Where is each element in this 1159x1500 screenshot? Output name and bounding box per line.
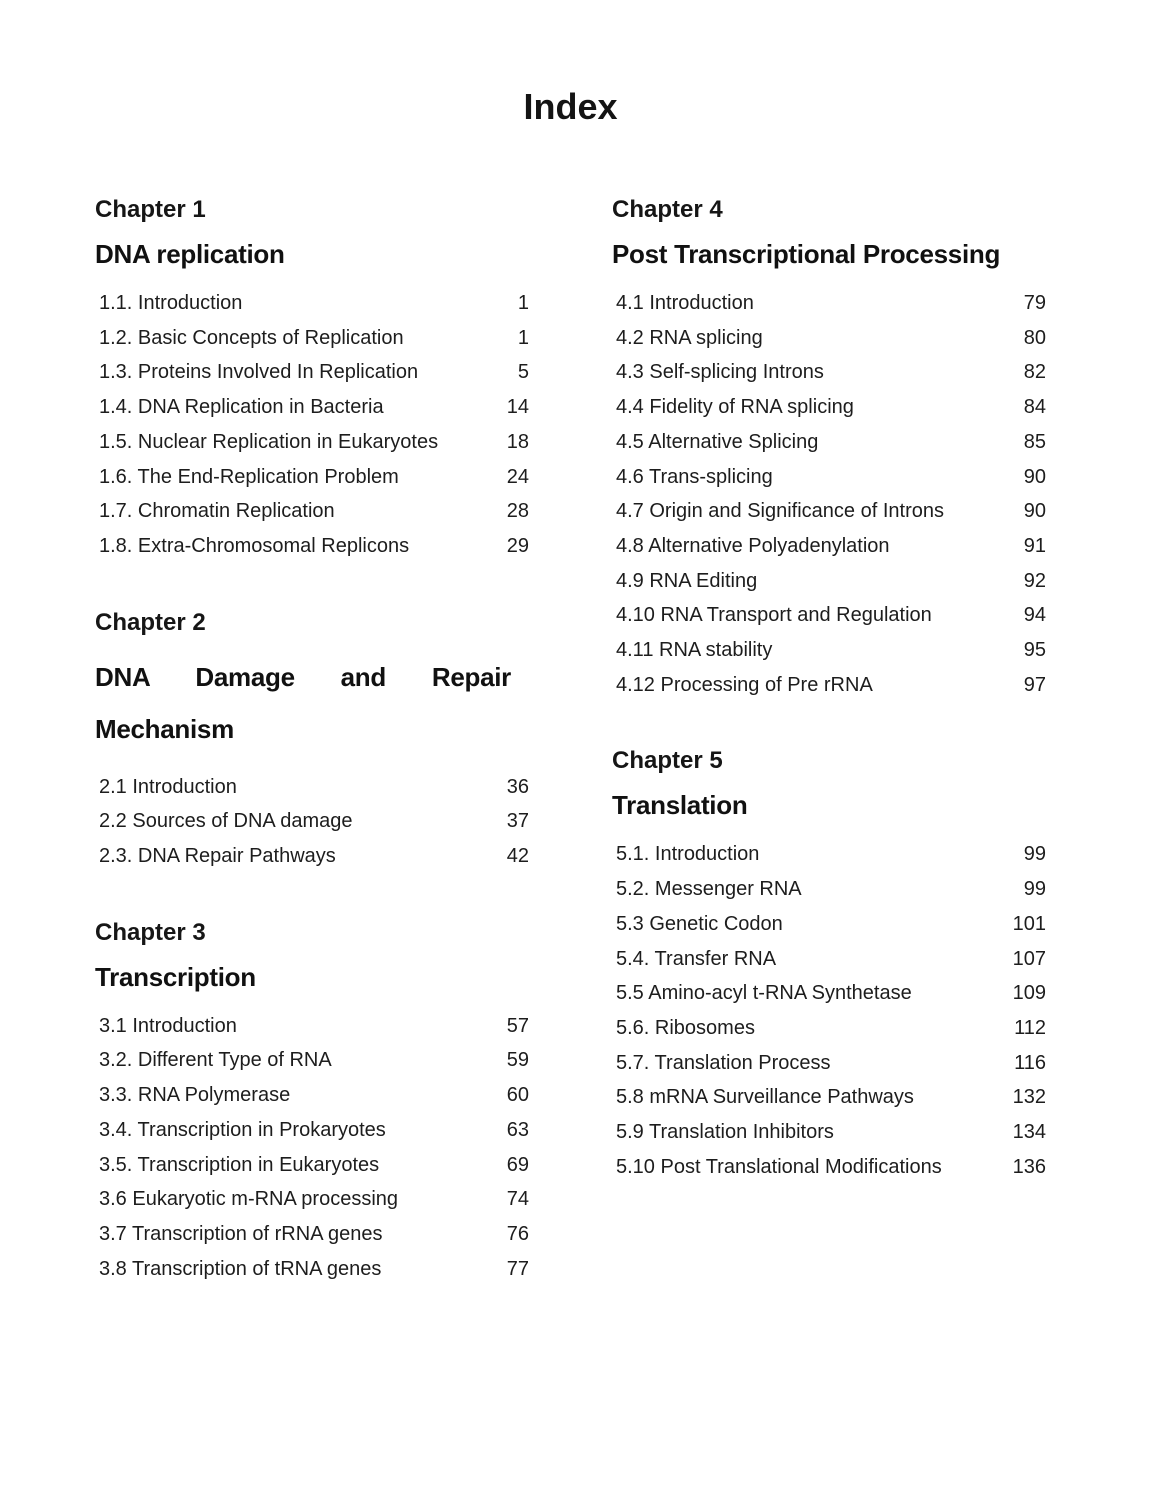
toc-entry	[95, 390, 529, 425]
toc-entry	[612, 976, 1046, 1011]
entry-title: 1.1. Introduction	[99, 292, 243, 314]
entry-title: 1.5. Nuclear Replication in Eukaryotes	[99, 430, 439, 453]
entry-page-number: 116	[1014, 1051, 1046, 1074]
entry-page-number: 134	[1012, 1121, 1046, 1144]
chapter-section	[612, 195, 1046, 702]
entry-title: 3.7 Transcription of rRNA genes	[99, 1222, 383, 1245]
entry-list	[612, 286, 1046, 702]
entry-page-number: 99	[1023, 843, 1046, 866]
entry-page-number: 24	[506, 465, 529, 488]
toc-entry	[612, 321, 1046, 356]
entry-page-number: 1	[517, 292, 529, 314]
toc-entry	[612, 1011, 1046, 1046]
toc-entry	[612, 1046, 1046, 1081]
toc-entry	[95, 460, 529, 495]
toc-entry	[95, 1217, 529, 1252]
entry-page-number: 57	[506, 1014, 529, 1037]
toc-entry	[612, 425, 1046, 460]
toc-entry	[612, 494, 1046, 529]
toc-entry	[95, 770, 529, 805]
entry-page-number: 60	[506, 1084, 529, 1107]
toc-entry	[612, 1150, 1046, 1185]
entry-title: 1.3. Proteins Involved In Replication	[99, 361, 419, 384]
chapter-title: Transcription	[95, 961, 256, 992]
chapter-label: Chapter 4	[612, 196, 723, 223]
entry-title: 5.3 Genetic Codon	[616, 912, 783, 935]
entry-title: 3.3. RNA Polymerase	[99, 1084, 291, 1107]
entry-page-number: 74	[506, 1188, 529, 1211]
entry-title: 4.4 Fidelity of RNA splicing	[616, 396, 854, 419]
entry-title: 4.9 RNA Editing	[616, 569, 758, 592]
entry-page-number: 18	[506, 430, 529, 453]
entry-page-number: 90	[1023, 500, 1046, 523]
chapter-label: Chapter 5	[612, 747, 723, 775]
toc-entry	[95, 355, 529, 390]
entry-title: 3.8 Transcription of tRNA genes	[99, 1257, 382, 1280]
toc-entry	[95, 286, 529, 321]
entry-page-number: 112	[1014, 1016, 1046, 1039]
entry-title: 3.4. Transcription in Prokaryotes	[99, 1118, 386, 1141]
entry-title: 1.7. Chromatin Replication	[99, 500, 335, 523]
toc-column-right	[612, 195, 1046, 1228]
entry-page-number: 82	[1023, 361, 1046, 384]
chapter-label: Chapter 3	[95, 918, 206, 946]
toc-entry	[95, 804, 529, 839]
entry-page-number: 84	[1023, 396, 1046, 419]
entry-page-number: 97	[1023, 673, 1046, 696]
entry-title: 2.2 Sources of DNA damage	[99, 810, 353, 833]
entry-title: 3.6 Eukaryotic m-RNA processing	[99, 1188, 399, 1211]
toc-entry	[612, 872, 1046, 907]
chapter-section	[612, 746, 1046, 1184]
toc-entry	[95, 1182, 529, 1217]
toc-entry	[95, 839, 529, 874]
chapter-section	[95, 918, 529, 1287]
entry-page-number: 80	[1023, 326, 1046, 349]
entry-title: 5.4. Transfer RNA	[616, 947, 777, 970]
toc-entry	[612, 1115, 1046, 1150]
chapter-title: Post Transcriptional Processing	[612, 239, 1001, 269]
toc-entry	[612, 355, 1046, 390]
entry-list	[95, 770, 529, 874]
entry-title: 5.5 Amino-acyl t-RNA Synthetase	[616, 982, 912, 1005]
toc-entry	[612, 1080, 1046, 1115]
toc-entry	[612, 837, 1046, 872]
entry-title: 4.3 Self-splicing Introns	[616, 361, 824, 384]
entry-list	[95, 1009, 529, 1287]
entry-page-number: 79	[1023, 292, 1046, 314]
toc-entry	[95, 1078, 529, 1113]
entry-page-number: 99	[1023, 878, 1046, 901]
entry-page-number: 1	[517, 326, 529, 349]
toc-entry	[612, 286, 1046, 321]
entry-page-number: 90	[1023, 465, 1046, 488]
toc-entry	[612, 633, 1046, 668]
toc-entry	[95, 1113, 529, 1148]
entry-page-number: 36	[506, 775, 529, 798]
chapter-label: Chapter 2	[95, 608, 206, 636]
entry-page-number: 91	[1023, 534, 1046, 557]
entry-title: 1.2. Basic Concepts of Replication	[99, 326, 404, 349]
toc-column-left	[95, 195, 529, 1330]
toc-columns	[95, 195, 1046, 1330]
entry-title: 4.6 Trans-splicing	[616, 465, 773, 488]
chapter-section	[95, 195, 529, 564]
entry-page-number: 14	[506, 396, 529, 419]
toc-entry	[95, 1252, 529, 1287]
entry-list	[612, 837, 1046, 1184]
entry-page-number: 107	[1012, 947, 1046, 970]
entry-page-number: 77	[506, 1257, 529, 1280]
entry-title: 4.12 Processing of Pre rRNA	[616, 673, 873, 696]
toc-entry	[95, 1009, 529, 1044]
toc-entry	[612, 907, 1046, 942]
entry-page-number: 94	[1023, 604, 1046, 627]
entry-title: 1.4. DNA Replication in Bacteria	[99, 396, 384, 419]
entry-page-number: 5	[517, 361, 529, 384]
entry-page-number: 95	[1023, 639, 1046, 662]
toc-entry	[612, 460, 1046, 495]
entry-title: 3.1 Introduction	[99, 1014, 237, 1037]
toc-entry	[95, 529, 529, 564]
entry-page-number: 76	[506, 1222, 529, 1245]
entry-title: 3.2. Different Type of RNA	[99, 1049, 332, 1072]
chapter-title: DNA Damage and Repair Mechanism	[95, 661, 511, 744]
entry-page-number: 136	[1012, 1155, 1046, 1178]
entry-title: 1.8. Extra-Chromosomal Replicons	[99, 534, 410, 557]
toc-entry	[612, 942, 1046, 977]
toc-entry	[95, 425, 529, 460]
entry-page-number: 69	[506, 1153, 529, 1176]
entry-title: 5.9 Translation Inhibitors	[616, 1121, 834, 1144]
toc-entry	[95, 1148, 529, 1183]
entry-title: 4.8 Alternative Polyadenylation	[616, 534, 890, 557]
chapter-title: DNA replication	[95, 239, 285, 269]
entry-page-number: 28	[506, 500, 529, 523]
toc-entry	[95, 1043, 529, 1078]
entry-page-number: 59	[506, 1049, 529, 1072]
entry-title: 2.1 Introduction	[99, 775, 237, 798]
entry-page-number: 85	[1023, 430, 1046, 453]
entry-list	[95, 286, 529, 564]
toc-entry	[612, 390, 1046, 425]
entry-title: 4.5 Alternative Splicing	[616, 430, 819, 453]
entry-title: 4.2 RNA splicing	[616, 326, 763, 349]
page-title: Index	[523, 86, 618, 127]
entry-page-number: 132	[1012, 1086, 1046, 1109]
entry-title: 2.3. DNA Repair Pathways	[99, 845, 336, 868]
entry-title: 4.11 RNA stability	[616, 639, 773, 662]
entry-page-number: 101	[1012, 912, 1046, 935]
entry-title: 5.6. Ribosomes	[616, 1016, 755, 1039]
entry-title: 5.2. Messenger RNA	[616, 878, 802, 901]
entry-title: 4.10 RNA Transport and Regulation	[616, 604, 932, 627]
entry-page-number: 42	[506, 845, 529, 868]
entry-page-number: 29	[506, 534, 529, 557]
entry-title: 4.7 Origin and Significance of Introns	[616, 500, 944, 523]
chapter-label: Chapter 1	[95, 196, 206, 223]
toc-entry	[612, 564, 1046, 599]
entry-title: 5.10 Post Translational Modifications	[616, 1155, 942, 1178]
toc-entry	[612, 598, 1046, 633]
entry-title: 1.6. The End-Replication Problem	[99, 465, 399, 488]
entry-page-number: 92	[1023, 569, 1046, 592]
entry-page-number: 109	[1012, 982, 1046, 1005]
entry-title: 4.1 Introduction	[616, 292, 754, 314]
entry-title: 5.1. Introduction	[616, 843, 760, 866]
entry-page-number: 37	[506, 810, 529, 833]
entry-title: 5.7. Translation Process	[616, 1051, 831, 1074]
toc-entry	[95, 321, 529, 356]
entry-page-number: 63	[506, 1118, 529, 1141]
toc-entry	[95, 494, 529, 529]
entry-title: 5.8 mRNA Surveillance Pathways	[616, 1086, 914, 1109]
chapter-title: Translation	[612, 790, 748, 821]
chapter-section	[95, 608, 529, 874]
toc-entry	[612, 668, 1046, 703]
toc-entry	[612, 529, 1046, 564]
entry-title: 3.5. Transcription in Eukaryotes	[99, 1153, 380, 1176]
